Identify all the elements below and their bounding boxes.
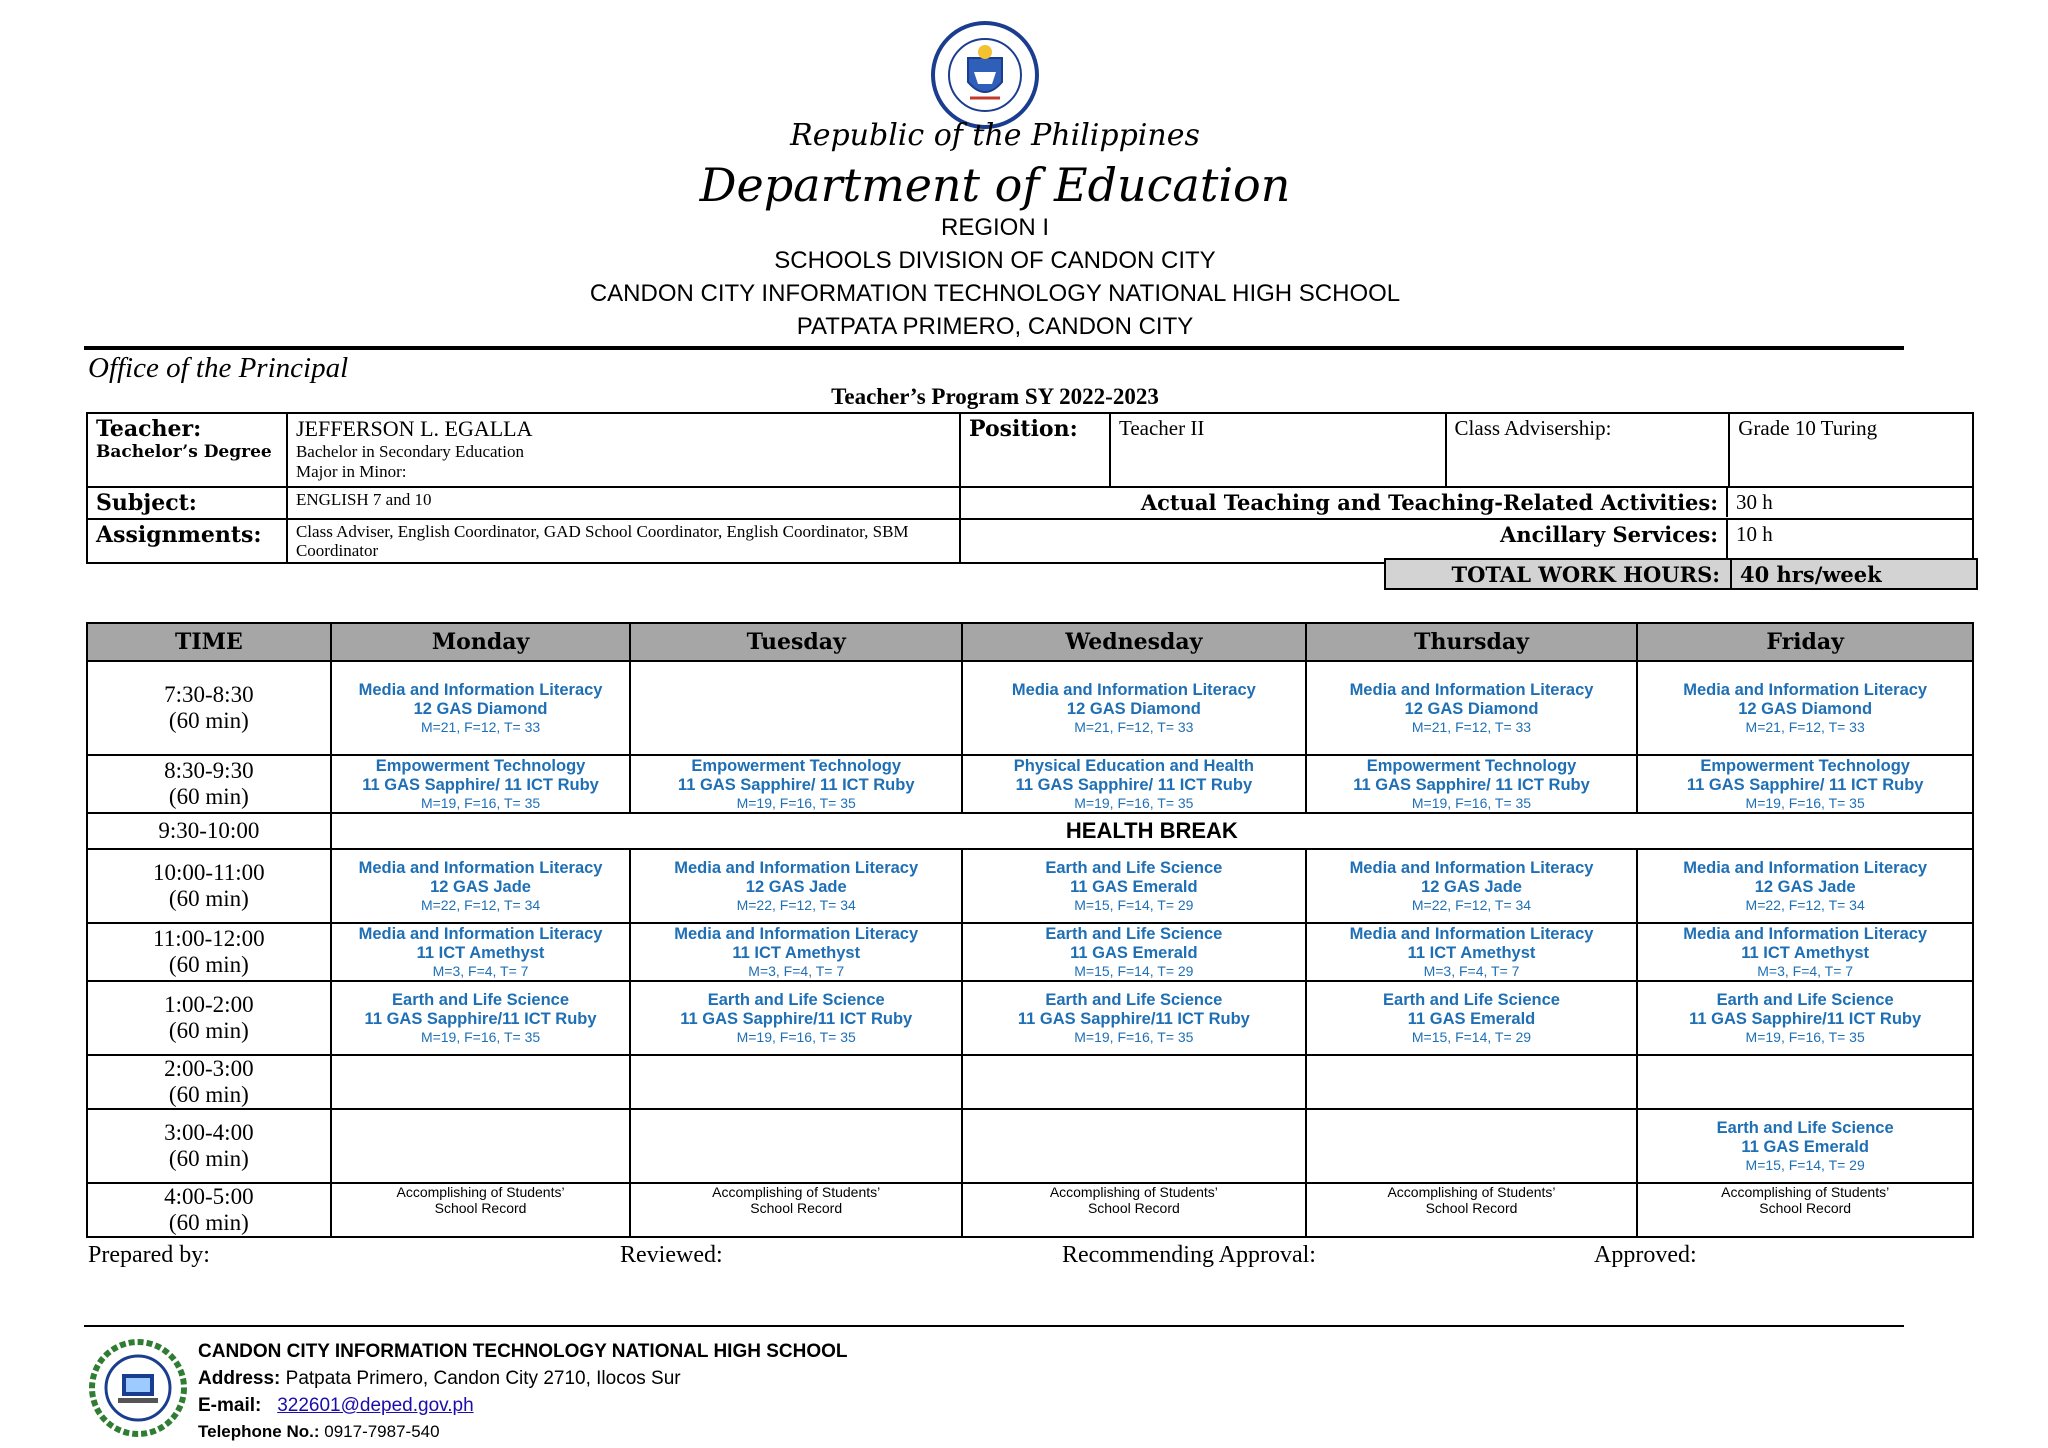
class-subject: Media and Information Literacy [1683, 858, 1928, 877]
class-entry [635, 925, 957, 980]
advisership-label: Class Advisership: [1446, 413, 1730, 487]
assignments-label: Assignments: [87, 519, 287, 563]
class-subject: Media and Information Literacy [358, 680, 603, 699]
class-cell-monday [331, 755, 631, 813]
footer-email-label: E-mail: [198, 1395, 262, 1416]
schedule-row [87, 923, 1973, 981]
schedule-row [87, 1109, 1973, 1183]
class-section: 11 ICT Amethyst [416, 943, 545, 962]
record-text: School Record [1759, 1200, 1852, 1216]
class-entry [1311, 991, 1633, 1046]
class-entry [1642, 1119, 1968, 1174]
deped-seal-icon [930, 20, 1040, 130]
record-cell-monday [331, 1183, 631, 1237]
time-range: 1:00-2:00 [164, 992, 254, 1017]
footer-school [198, 1341, 848, 1363]
time-cell [87, 755, 331, 813]
class-subject: Media and Information Literacy [1349, 680, 1594, 699]
class-section: 11 GAS Emerald [1070, 943, 1198, 962]
schedule-row [87, 1055, 1973, 1109]
class-cell-thursday [1306, 849, 1638, 923]
class-cell-tuesday [630, 981, 962, 1055]
class-entry [336, 681, 626, 736]
header-divider [84, 346, 1904, 350]
record-text: School Record [434, 1200, 527, 1216]
class-count: M=19, F=16, T= 35 [1074, 794, 1194, 811]
class-cell-thursday [1306, 1055, 1638, 1109]
class-entry [1311, 757, 1633, 812]
time-duration: (60 min) [168, 1146, 249, 1171]
class-count: M=21, F=12, T= 33 [1074, 718, 1194, 735]
class-count: M=19, F=16, T= 35 [420, 1028, 541, 1045]
class-count: M=21, F=12, T= 33 [1745, 718, 1865, 735]
time-cell [87, 1109, 331, 1183]
class-cell-wednesday [962, 981, 1306, 1055]
class-count: M=22, F=12, T= 34 [1745, 896, 1865, 913]
class-cell-wednesday [962, 755, 1306, 813]
class-section: 12 GAS Jade [745, 877, 847, 896]
class-subject: Media and Information Literacy [1011, 680, 1256, 699]
class-section: 11 GAS Emerald [1741, 1137, 1869, 1156]
teacher-info-table [86, 412, 1974, 564]
total-work-hours-label: TOTAL WORK HOURS: [1386, 560, 1732, 588]
class-cell-tuesday [630, 1055, 962, 1109]
class-entry [1642, 925, 1968, 980]
footer-email [198, 1395, 474, 1417]
class-subject: Earth and Life Science [392, 990, 570, 1009]
time-duration: (60 min) [168, 784, 249, 809]
record-text: Accomplishing of Students’ [396, 1184, 565, 1200]
record-cell-thursday [1306, 1183, 1638, 1237]
class-entry [336, 991, 626, 1046]
class-subject: Media and Information Literacy [1683, 924, 1928, 943]
time-cell [87, 813, 331, 849]
ancillary-label: Ancillary Services: [961, 520, 1728, 560]
class-subject: Empowerment Technology [375, 756, 586, 775]
class-cell-friday [1637, 1109, 1973, 1183]
class-subject: Media and Information Literacy [674, 858, 919, 877]
record-text: Accomplishing of Students’ [1049, 1184, 1218, 1200]
office-label: Office of the Principal [88, 352, 349, 384]
footer-phone-label: Telephone No.: [198, 1422, 320, 1441]
class-section: 12 GAS Jade [430, 877, 531, 896]
class-cell-wednesday [962, 923, 1306, 981]
footer-address-label: Address: [198, 1368, 281, 1389]
class-count: M=3, F=4, T= 7 [1757, 962, 1854, 979]
footer-address [198, 1368, 681, 1390]
record-cell-friday [1637, 1183, 1973, 1237]
subject-value: ENGLISH 7 and 10 [287, 487, 960, 519]
time-duration: (60 min) [168, 1210, 249, 1235]
class-count: M=21, F=12, T= 33 [420, 718, 541, 735]
class-subject: Media and Information Literacy [1683, 680, 1928, 699]
region-line: REGION I [940, 214, 1049, 241]
class-section: 11 ICT Amethyst [732, 943, 861, 962]
footer-divider [84, 1325, 1904, 1327]
schedule-body [87, 661, 1973, 1237]
republic-heading: Republic of the Philippines [790, 118, 1200, 153]
class-section: 11 GAS Sapphire/11 ICT Ruby [680, 1009, 913, 1028]
class-cell-thursday [1306, 755, 1638, 813]
class-section: 11 GAS Sapphire/11 ICT Ruby [1689, 1009, 1922, 1028]
class-cell-monday [331, 923, 631, 981]
class-section: 11 GAS Sapphire/ 11 ICT Ruby [362, 775, 599, 794]
total-work-hours-row [1384, 558, 1978, 590]
class-subject: Media and Information Literacy [1349, 858, 1594, 877]
program-title: Teacher’s Program SY 2022-2023 [831, 384, 1159, 409]
class-cell-tuesday [630, 1109, 962, 1183]
schedule-row [87, 755, 1973, 813]
class-section: 12 GAS Jade [1754, 877, 1856, 896]
time-cell [87, 923, 331, 981]
class-count: M=15, F=14, T= 29 [1074, 896, 1194, 913]
time-cell [87, 661, 331, 755]
school-address-line: PATPATA PRIMERO, CANDON CITY [796, 313, 1194, 340]
footer-email-link[interactable]: 322601@deped.gov.ph [277, 1395, 474, 1416]
class-section: 11 GAS Sapphire/11 ICT Ruby [1017, 1009, 1250, 1028]
class-subject: Media and Information Literacy [358, 858, 603, 877]
class-entry [635, 991, 957, 1046]
teacher-name: JEFFERSON L. EGALLA [295, 416, 533, 441]
class-section: 11 GAS Sapphire/ 11 ICT Ruby [1686, 775, 1924, 794]
time-cell [87, 981, 331, 1055]
class-cell-wednesday [962, 1055, 1306, 1109]
class-entry [1311, 681, 1633, 736]
class-cell-wednesday [962, 661, 1306, 755]
class-cell-wednesday [962, 1109, 1306, 1183]
position-value: Teacher II [1110, 413, 1446, 487]
class-entry [1311, 925, 1633, 980]
class-cell-friday [1637, 981, 1973, 1055]
class-count: M=19, F=16, T= 35 [1074, 1028, 1194, 1045]
class-count: M=15, F=14, T= 29 [1074, 962, 1194, 979]
time-range: 3:00-4:00 [164, 1120, 254, 1145]
department-heading: Department of Education [699, 158, 1291, 212]
time-cell [87, 1055, 331, 1109]
class-count: M=19, F=16, T= 35 [736, 1028, 856, 1045]
class-count: M=3, F=4, T= 7 [1423, 962, 1520, 979]
total-work-hours-value: 40 hrs/week [1740, 562, 1882, 587]
class-cell-tuesday [630, 755, 962, 813]
degree-label: Bachelor’s Degree [96, 442, 272, 462]
class-subject: Earth and Life Science [1716, 1118, 1894, 1137]
class-entry [1642, 681, 1968, 736]
approved-label: Approved: [1594, 1242, 1697, 1268]
class-entry [1642, 991, 1968, 1046]
schedule-table [86, 622, 1974, 1238]
record-text: School Record [1087, 1200, 1180, 1216]
class-cell-monday [331, 981, 631, 1055]
footer-phone [198, 1422, 440, 1442]
class-cell-friday [1637, 1055, 1973, 1109]
class-section: 11 GAS Sapphire/ 11 ICT Ruby [1015, 775, 1253, 794]
class-cell-friday [1637, 755, 1973, 813]
class-count: M=22, F=12, T= 34 [736, 896, 856, 913]
schedule-row [87, 1183, 1973, 1237]
class-cell-friday [1637, 661, 1973, 755]
class-cell-wednesday [962, 849, 1306, 923]
class-section: 11 GAS Emerald [1070, 877, 1198, 896]
class-entry [1642, 859, 1968, 914]
record-cell-tuesday [630, 1183, 962, 1237]
teacher-major-minor: Major in Minor: [295, 462, 407, 481]
school-logo-icon [88, 1338, 188, 1438]
class-section: 11 GAS Sapphire/11 ICT Ruby [364, 1009, 597, 1028]
class-section: 12 GAS Diamond [1738, 699, 1873, 718]
class-section: 11 GAS Sapphire/ 11 ICT Ruby [677, 775, 915, 794]
class-entry [967, 859, 1301, 914]
record-text: Accomplishing of Students’ [712, 1184, 881, 1200]
teacher-value-cell [287, 413, 960, 487]
class-section: 12 GAS Diamond [1404, 699, 1539, 718]
class-count: M=3, F=4, T= 7 [748, 962, 845, 979]
class-section: 12 GAS Jade [1421, 877, 1522, 896]
class-entry [967, 925, 1301, 980]
header-monday: Monday [331, 623, 631, 661]
class-entry [1642, 757, 1968, 812]
school-line: CANDON CITY INFORMATION TECHNOLOGY NATIONAL HIGH SCHOOL [589, 280, 1401, 307]
time-cell [87, 849, 331, 923]
record-text: Accomplishing of Students’ [1721, 1184, 1890, 1200]
class-cell-thursday [1306, 661, 1638, 755]
class-section: 12 GAS Diamond [413, 699, 548, 718]
prepared-by-label: Prepared by: [88, 1242, 210, 1268]
class-section: 11 GAS Emerald [1407, 1009, 1536, 1028]
class-subject: Earth and Life Science [1045, 924, 1223, 943]
class-count: M=22, F=12, T= 34 [1411, 896, 1532, 913]
subject-label: Subject: [87, 487, 287, 519]
class-entry [336, 925, 626, 980]
teacher-label-cell [87, 413, 287, 487]
class-section: 12 GAS Diamond [1066, 699, 1201, 718]
class-subject: Earth and Life Science [1045, 858, 1223, 877]
time-range: 9:30-10:00 [158, 818, 260, 843]
record-cell-wednesday [962, 1183, 1306, 1237]
class-cell-tuesday [630, 849, 962, 923]
time-range: 4:00-5:00 [164, 1184, 254, 1209]
footer-school-name: CANDON CITY INFORMATION TECHNOLOGY NATIONAL HIGH SCHOOL [198, 1341, 848, 1362]
class-cell-tuesday [630, 661, 962, 755]
class-count: M=22, F=12, T= 34 [420, 896, 541, 913]
class-subject: Empowerment Technology [1700, 756, 1910, 775]
class-count: M=19, F=16, T= 35 [1745, 794, 1865, 811]
class-cell-monday [331, 661, 631, 755]
footer-address-value: Patpata Primero, Candon City 2710, Ilocos Sur [285, 1368, 681, 1389]
schedule-row [87, 813, 1973, 849]
class-entry [967, 757, 1301, 812]
actual-row [960, 487, 1973, 519]
record-text: School Record [750, 1200, 843, 1216]
class-count: M=19, F=16, T= 35 [420, 794, 541, 811]
class-entry [635, 859, 957, 914]
actual-teaching-label: Actual Teaching and Teaching-Related Activities: [961, 488, 1728, 517]
time-cell [87, 1183, 331, 1237]
time-duration: (60 min) [168, 708, 249, 733]
header-wednesday: Wednesday [962, 623, 1306, 661]
class-count: M=15, F=14, T= 29 [1411, 1028, 1532, 1045]
class-cell-tuesday [630, 923, 962, 981]
header-thursday: Thursday [1306, 623, 1638, 661]
class-entry [635, 757, 957, 812]
recommending-approval-label: Recommending Approval: [1062, 1242, 1316, 1268]
time-duration: (60 min) [168, 886, 249, 911]
assignments-value: Class Adviser, English Coordinator, GAD School Coordinator, English Coordinator, SBM Coordinator [287, 519, 960, 563]
class-cell-thursday [1306, 923, 1638, 981]
teacher-degree: Bachelor in Secondary Education [295, 442, 524, 461]
ancillary-row [960, 519, 1973, 563]
schedule-row [87, 849, 1973, 923]
advisership-value: Grade 10 Turing [1729, 413, 1973, 487]
class-count: M=19, F=16, T= 35 [1411, 794, 1532, 811]
class-subject: Media and Information Literacy [358, 924, 603, 943]
class-subject: Earth and Life Science [1045, 990, 1223, 1009]
class-section: 11 ICT Amethyst [1407, 943, 1536, 962]
class-subject: Media and Information Literacy [674, 924, 919, 943]
class-subject: Media and Information Literacy [1349, 924, 1594, 943]
record-text: School Record [1425, 1200, 1518, 1216]
class-subject: Earth and Life Science [707, 990, 885, 1009]
class-section: 11 GAS Sapphire/ 11 ICT Ruby [1353, 775, 1590, 794]
class-entry [967, 681, 1301, 736]
header-friday: Friday [1637, 623, 1973, 661]
class-subject: Empowerment Technology [1366, 756, 1577, 775]
class-subject: Earth and Life Science [1716, 990, 1894, 1009]
time-duration: (60 min) [168, 952, 249, 977]
time-duration: (60 min) [168, 1018, 249, 1043]
time-range: 8:30-9:30 [164, 758, 254, 783]
class-cell-monday [331, 1055, 631, 1109]
time-range: 7:30-8:30 [164, 682, 254, 707]
class-count: M=3, F=4, T= 7 [432, 962, 529, 979]
schedule-row [87, 661, 1973, 755]
actual-teaching-hours: 30 h [1736, 490, 1773, 514]
class-cell-thursday [1306, 981, 1638, 1055]
class-entry [336, 757, 626, 812]
class-cell-thursday [1306, 1109, 1638, 1183]
class-cell-friday [1637, 849, 1973, 923]
class-subject: Earth and Life Science [1383, 990, 1560, 1009]
class-subject: Empowerment Technology [691, 756, 902, 775]
ancillary-hours: 10 h [1736, 522, 1773, 546]
record-text: Accomplishing of Students’ [1387, 1184, 1556, 1200]
time-duration: (60 min) [168, 1082, 249, 1107]
header-time: TIME [87, 623, 331, 661]
class-cell-monday [331, 1109, 631, 1183]
class-entry [1311, 859, 1633, 914]
class-count: M=21, F=12, T= 33 [1411, 718, 1532, 735]
division-line: SCHOOLS DIVISION OF CANDON CITY [774, 247, 1216, 274]
class-section: 11 ICT Amethyst [1741, 943, 1870, 962]
class-cell-friday [1637, 923, 1973, 981]
time-range: 11:00-12:00 [153, 926, 265, 951]
class-count: M=19, F=16, T= 35 [1745, 1028, 1865, 1045]
reviewed-label: Reviewed: [620, 1242, 723, 1268]
footer-phone-value: 0917-7987-540 [324, 1422, 440, 1441]
health-break-cell: HEALTH BREAK [331, 813, 1973, 849]
position-label: Position: [960, 413, 1110, 487]
class-count: M=19, F=16, T= 35 [736, 794, 856, 811]
time-range: 10:00-11:00 [153, 860, 265, 885]
schedule-row [87, 981, 1973, 1055]
class-count: M=15, F=14, T= 29 [1745, 1156, 1865, 1173]
teacher-label: Teacher: [96, 416, 202, 442]
time-range: 2:00-3:00 [164, 1056, 254, 1081]
class-subject: Physical Education and Health [1013, 756, 1254, 775]
header-tuesday: Tuesday [630, 623, 962, 661]
class-entry [967, 991, 1301, 1046]
class-cell-monday [331, 849, 631, 923]
class-entry [336, 859, 626, 914]
